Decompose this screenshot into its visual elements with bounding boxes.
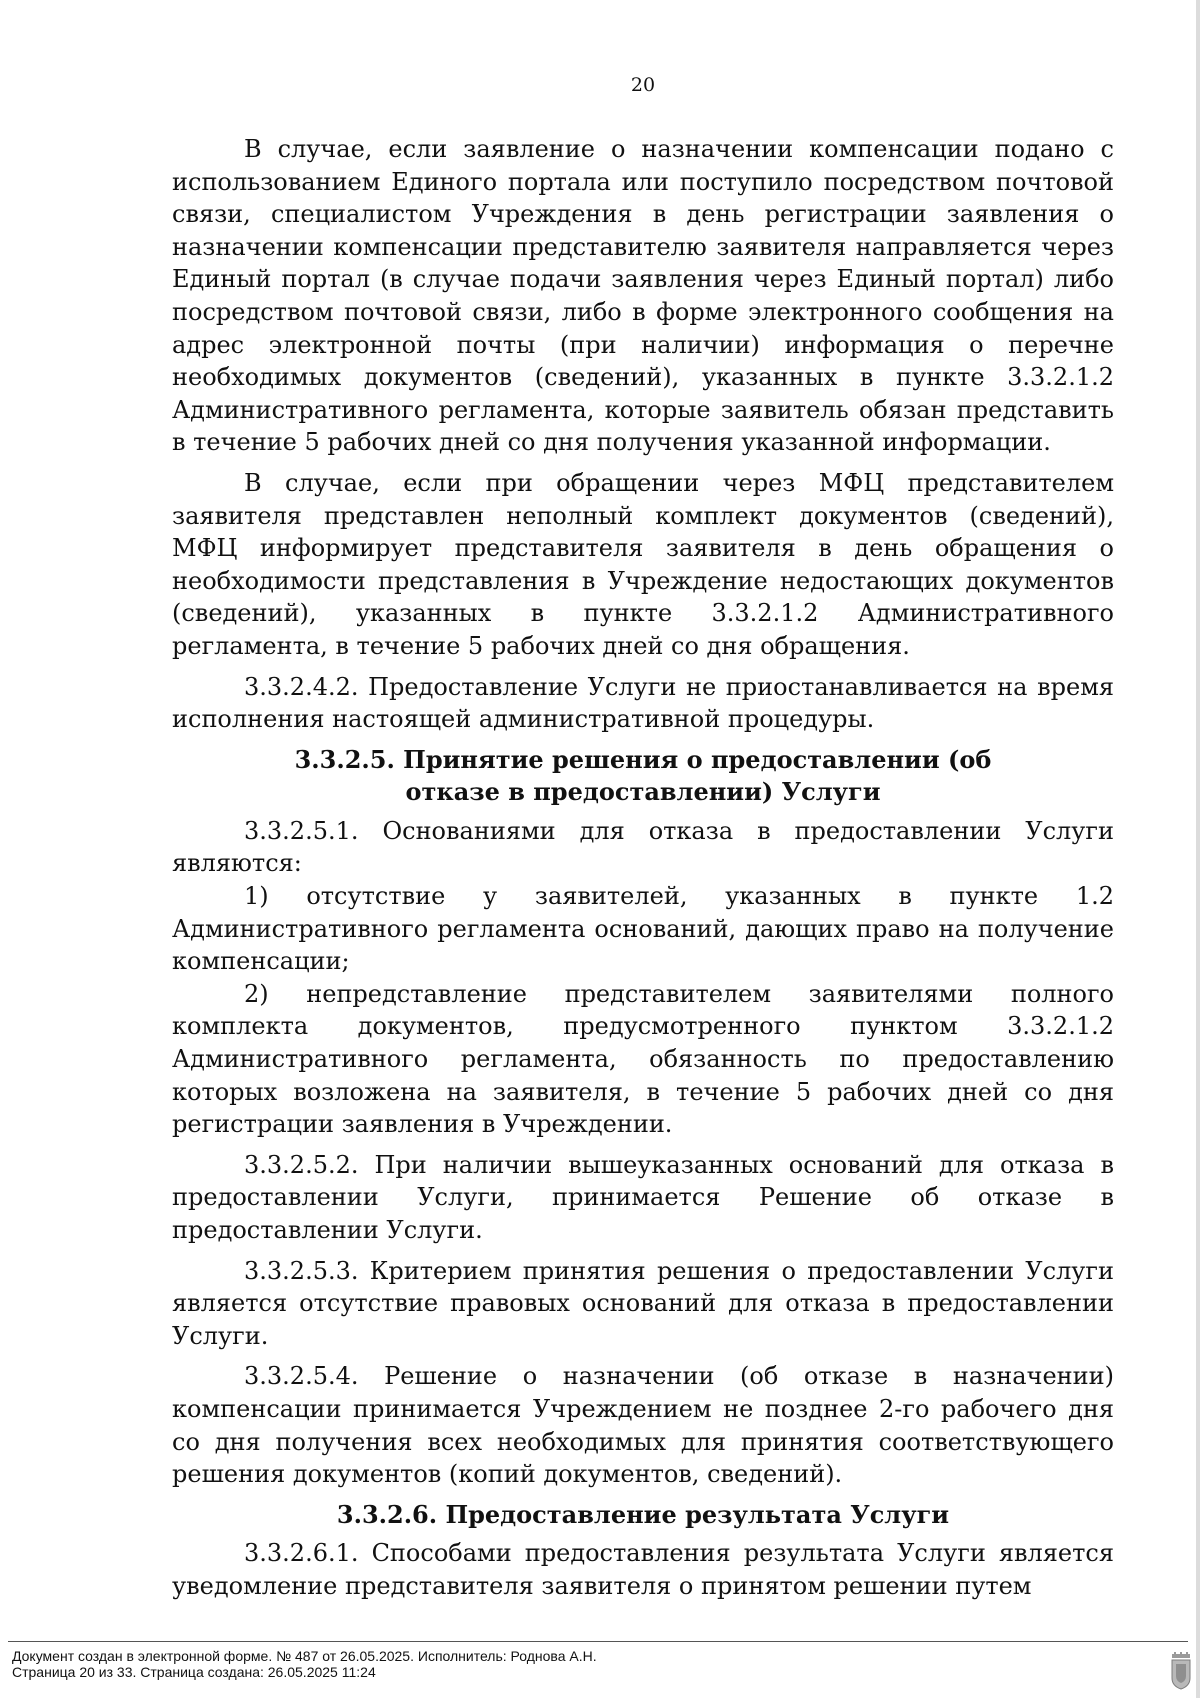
paragraph: 3.3.2.5.3. Критерием принятия решения о предоставлении Услуги является отсутствие правовых оснований для отказа в предоставлении Услуги.	[172, 1256, 1114, 1350]
paragraph: 3.3.2.5.4. Решение о назначении (об отказе в назначении) компенсации принимается Учреждением не позднее 2-го рабочего дня со дня получения всех необходимых для принятия соответствующего решения документов (копий документов, сведений).	[172, 1362, 1114, 1489]
paragraph: 3.3.2.5.2. При наличии вышеуказанных оснований для отказа в предоставлении Услуги, принимается Решение об отказе в предоставлении Услуги.	[172, 1150, 1114, 1244]
list-item: 1) отсутствие у заявителей, указанных в пункте 1.2 Административного регламента оснований, дающих право на получение компенсации;	[172, 882, 1114, 976]
document-body	[172, 133, 1114, 1603]
section-heading: 3.3.2.5. Принятие решения о предоставлении (об отказе в предоставлении) Услуги	[294, 744, 992, 807]
paragraph: 3.3.2.5.1. Основаниями для отказа в предоставлении Услуги являются:	[172, 816, 1114, 878]
page-number: 20	[630, 74, 656, 96]
paragraph: В случае, если заявление о назначении компенсации подано с использованием Единого портала или поступило посредством почтовой связи, специалистом Учреждения в день регистрации заявления о назначении компенсации представителю заявителя направляется через Единый портал (в случае подачи заявления через Единый портал) либо посредством почтовой связи, либо в форме электронного сообщения на адрес электронной почты (при наличии) информация о перечне необходимых документов (сведений), указанных в пункте 3.3.2.1.2 Административного регламента, которые заявитель обязан представить в течение 5 рабочих дней со дня получения указанной информации.	[172, 135, 1114, 457]
paragraph: 3.3.2.6.1. Способами предоставления результата Услуги является уведомление представителя заявителя о принятом решении путем	[172, 1539, 1114, 1600]
page-edge	[1196, 0, 1200, 1698]
footer-line: Страница 20 из 33. Страница создана: 26.05.2025 11:24	[12, 1664, 376, 1680]
footer-line: Документ создан в электронной форме. № 487 от 26.05.2025. Исполнитель: Роднова А.Н.	[12, 1648, 597, 1664]
paragraph: В случае, если при обращении через МФЦ представителем заявителя представлен неполный комплект документов (сведений), МФЦ информирует представителя заявителя в день обращения о необходимости представления в Учреждение недостающих документов (сведений), указанных в пункте 3.3.2.1.2 Административного регламента, в течение 5 рабочих дней со дня обращения.	[172, 468, 1114, 660]
list-item: 2) непредставление представителем заявителями полного комплекта документов, предусмотренного пунктом 3.3.2.1.2 Административного регламента, обязанность по предоставлению которых возложена на заявителя, в течение 5 рабочих дней со дня регистрации заявления в Учреждении.	[172, 979, 1114, 1139]
coat-of-arms-icon	[1170, 1652, 1192, 1690]
section-heading: 3.3.2.6. Предоставление результата Услуги	[336, 1499, 950, 1529]
paragraph: 3.3.2.4.2. Предоставление Услуги не приостанавливается на время исполнения настоящей административной процедуры.	[172, 672, 1114, 734]
footer-divider	[8, 1641, 1188, 1642]
document-footer	[12, 1648, 597, 1680]
